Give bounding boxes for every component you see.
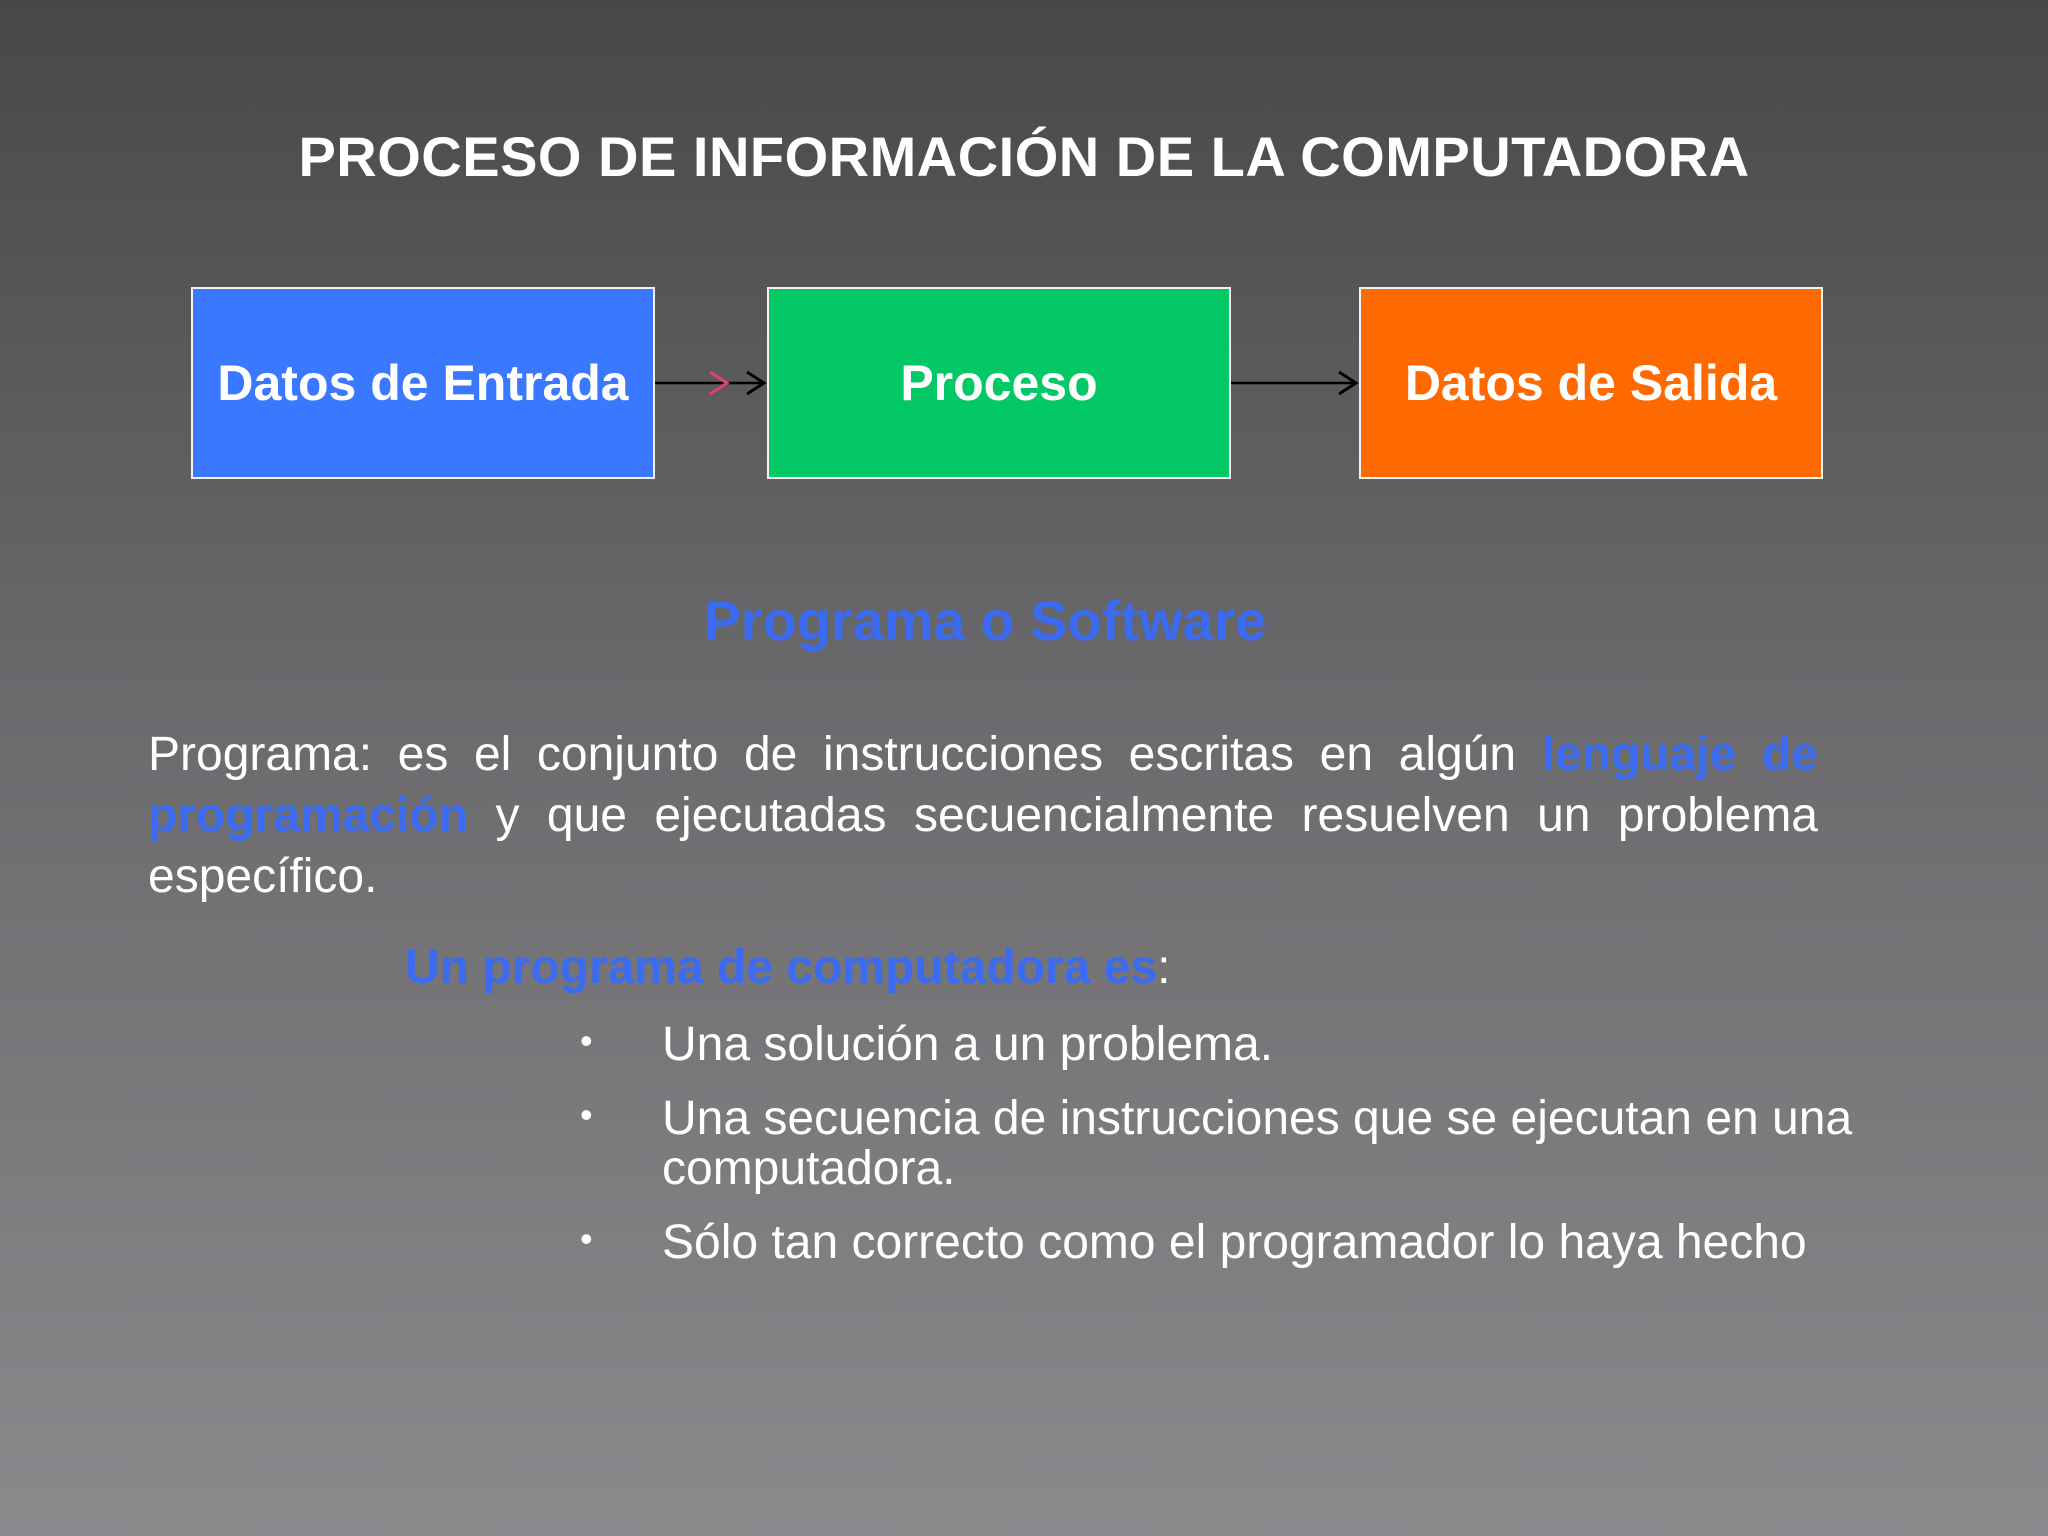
list-heading-colon: :	[1157, 941, 1171, 994]
arrow-process-to-output	[1231, 372, 1356, 394]
slide-title: PROCESO DE INFORMACIÓN DE LA COMPUTADORA	[298, 125, 1750, 188]
definition-text-end: y que ejecutadas secuencialmente resuelven un problema específico.	[148, 789, 1818, 903]
box-label-input: Datos de Entrada	[217, 355, 629, 411]
list-heading	[405, 940, 1171, 995]
program-definition	[148, 724, 1818, 907]
list-item	[580, 1094, 1880, 1194]
list-item-text: Una solución a un problema.	[662, 1018, 1274, 1071]
arrow-input-to-process	[655, 372, 764, 394]
bullet-icon: •	[580, 1094, 593, 1135]
list-item	[580, 1218, 1880, 1268]
box-datos-de-salida	[1359, 287, 1823, 479]
list-heading-text: Un programa de computadora es	[405, 941, 1158, 994]
bullet-icon: •	[580, 1218, 593, 1259]
list-item	[580, 1020, 1880, 1070]
section-subtitle: Programa o Software	[703, 589, 1267, 652]
box-label-process: Proceso	[900, 355, 1098, 411]
list-item-text: Una secuencia de instrucciones que se ejecutan en una computadora.	[662, 1092, 1853, 1195]
box-datos-de-entrada	[191, 287, 655, 479]
box-label-output: Datos de Salida	[1404, 355, 1778, 411]
bullet-icon: •	[580, 1020, 593, 1061]
list-item-text: Sólo tan correcto como el programador lo haya hecho	[662, 1216, 1807, 1269]
definition-text-start: Programa: es el conjunto de instrucciones escritas en algún	[148, 728, 1542, 781]
highlight-programming-language: lenguaje de programación	[148, 728, 1818, 842]
box-proceso	[767, 287, 1231, 479]
bullet-list	[580, 1020, 1880, 1292]
